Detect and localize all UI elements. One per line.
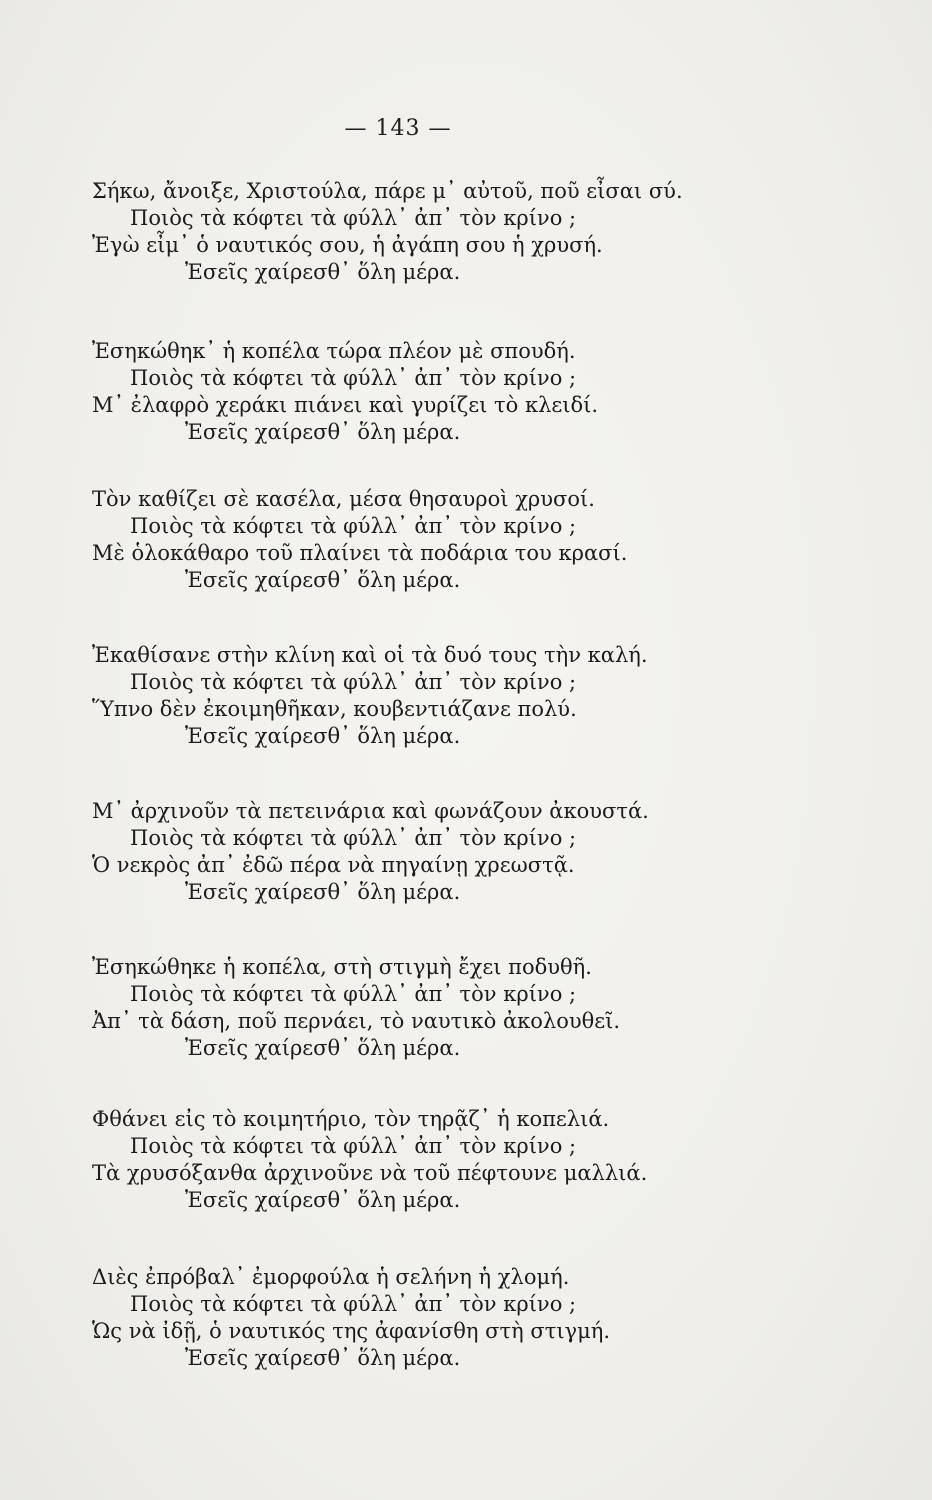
refrain-answer: Ἐσεῖς χαίρεσθ᾽ ὅλη μέρα. <box>185 1346 461 1370</box>
verse-line: Ὡς νὰ ἰδῇ, ὁ ναυτικός της ἀφανίσθη στὴ στιγμή. <box>92 1319 611 1343</box>
refrain-question: Ποιὸς τὰ κόφτει τὰ φύλλ᾽ ἀπ᾽ τὸν κρίνο ; <box>130 826 577 850</box>
verse-line: Μ᾽ ἀρχινοῦν τὰ πετεινάρια καὶ φωνάζουν ἀκουστά. <box>92 799 649 823</box>
refrain-question: Ποιὸς τὰ κόφτει τὰ φύλλ᾽ ἀπ᾽ τὸν κρίνο ; <box>130 1292 577 1316</box>
verse-line: Σήκω, ἄνοιξε, Χριστούλα, πάρε μ᾽ αὐτοῦ, ποῦ εἶσαι σύ. <box>92 179 683 203</box>
refrain-question: Ποιὸς τὰ κόφτει τὰ φύλλ᾽ ἀπ᾽ τὸν κρίνο ; <box>130 366 577 390</box>
refrain-answer: Ἐσεῖς χαίρεσθ᾽ ὅλη μέρα. <box>185 420 461 444</box>
refrain-question: Ποιὸς τὰ κόφτει τὰ φύλλ᾽ ἀπ᾽ τὸν κρίνο ; <box>130 206 577 230</box>
stanza <box>92 338 812 446</box>
verse-line: Ἐσηκώθηκε ἡ κοπέλα, στὴ στιγμὴ ἔχει ποδυθῆ. <box>92 955 592 979</box>
stanza <box>92 178 812 286</box>
stanza <box>92 954 812 1062</box>
verse-line: Φθάνει εἰς τὸ κοιμητήριο, τὸν τηρᾷζ᾽ ἡ κοπελιά. <box>92 1107 610 1131</box>
verse-line: Ἐσηκώθηκ᾽ ἡ κοπέλα τώρα πλέον μὲ σπουδή. <box>92 339 576 363</box>
page-number: — 143 — <box>344 116 452 141</box>
verse-line: Τὰ χρυσόξανθα ἀρχινοῦνε νὰ τοῦ πέφτουνε μαλλιά. <box>92 1161 648 1185</box>
refrain-question: Ποιὸς τὰ κόφτει τὰ φύλλ᾽ ἀπ᾽ τὸν κρίνο ; <box>130 1134 577 1158</box>
stanza <box>92 798 812 906</box>
verse-line: Διὲς ἐπρόβαλ᾽ ἐμορφούλα ἡ σελήνη ἡ χλομή. <box>92 1265 570 1289</box>
refrain-answer: Ἐσεῖς χαίρεσθ᾽ ὅλη μέρα. <box>185 880 461 904</box>
refrain-answer: Ἐσεῖς χαίρεσθ᾽ ὅλη μέρα. <box>185 1036 461 1060</box>
verse-line: Ὕπνο δὲν ἐκοιμηθῆκαν, κουβεντιάζανε πολύ. <box>92 697 577 721</box>
refrain-question: Ποιὸς τὰ κόφτει τὰ φύλλ᾽ ἀπ᾽ τὸν κρίνο ; <box>130 670 577 694</box>
stanza <box>92 486 812 594</box>
verse-line: Τὸν καθίζει σὲ κασέλα, μέσα θησαυροὶ χρυσοί. <box>92 487 595 511</box>
refrain-answer: Ἐσεῖς χαίρεσθ᾽ ὅλη μέρα. <box>185 568 461 592</box>
verse-line: Ἐγὼ εἶμ᾽ ὁ ναυτικός σου, ἡ ἀγάπη σου ἡ χρυσή. <box>92 233 603 257</box>
refrain-answer: Ἐσεῖς χαίρεσθ᾽ ὅλη μέρα. <box>185 260 461 284</box>
refrain-answer: Ἐσεῖς χαίρεσθ᾽ ὅλη μέρα. <box>185 724 461 748</box>
refrain-answer: Ἐσεῖς χαίρεσθ᾽ ὅλη μέρα. <box>185 1188 461 1212</box>
verse-line: Ἐκαθίσανε στὴν κλίνη καὶ οἱ τὰ δυό τους τὴν καλή. <box>92 643 648 667</box>
verse-line: Ὁ νεκρὸς ἀπ᾽ ἐδῶ πέρα νὰ πηγαίνῃ χρεωστᾷ. <box>92 853 575 877</box>
verse-line: Μὲ ὁλοκάθαρο τοῦ πλαίνει τὰ ποδάρια του κρασί. <box>92 541 628 565</box>
verse-line: Μ᾽ ἐλαφρὸ χεράκι πιάνει καὶ γυρίζει τὸ κλειδί. <box>92 393 599 417</box>
verse-line: Ἀπ᾽ τὰ δάση, ποῦ περνάει, τὸ ναυτικὸ ἀκολουθεῖ. <box>92 1009 621 1033</box>
stanza <box>92 1106 812 1214</box>
stanza <box>92 1264 812 1372</box>
refrain-question: Ποιὸς τὰ κόφτει τὰ φύλλ᾽ ἀπ᾽ τὸν κρίνο ; <box>130 514 577 538</box>
stanza <box>92 642 812 750</box>
refrain-question: Ποιὸς τὰ κόφτει τὰ φύλλ᾽ ἀπ᾽ τὸν κρίνο ; <box>130 982 577 1006</box>
